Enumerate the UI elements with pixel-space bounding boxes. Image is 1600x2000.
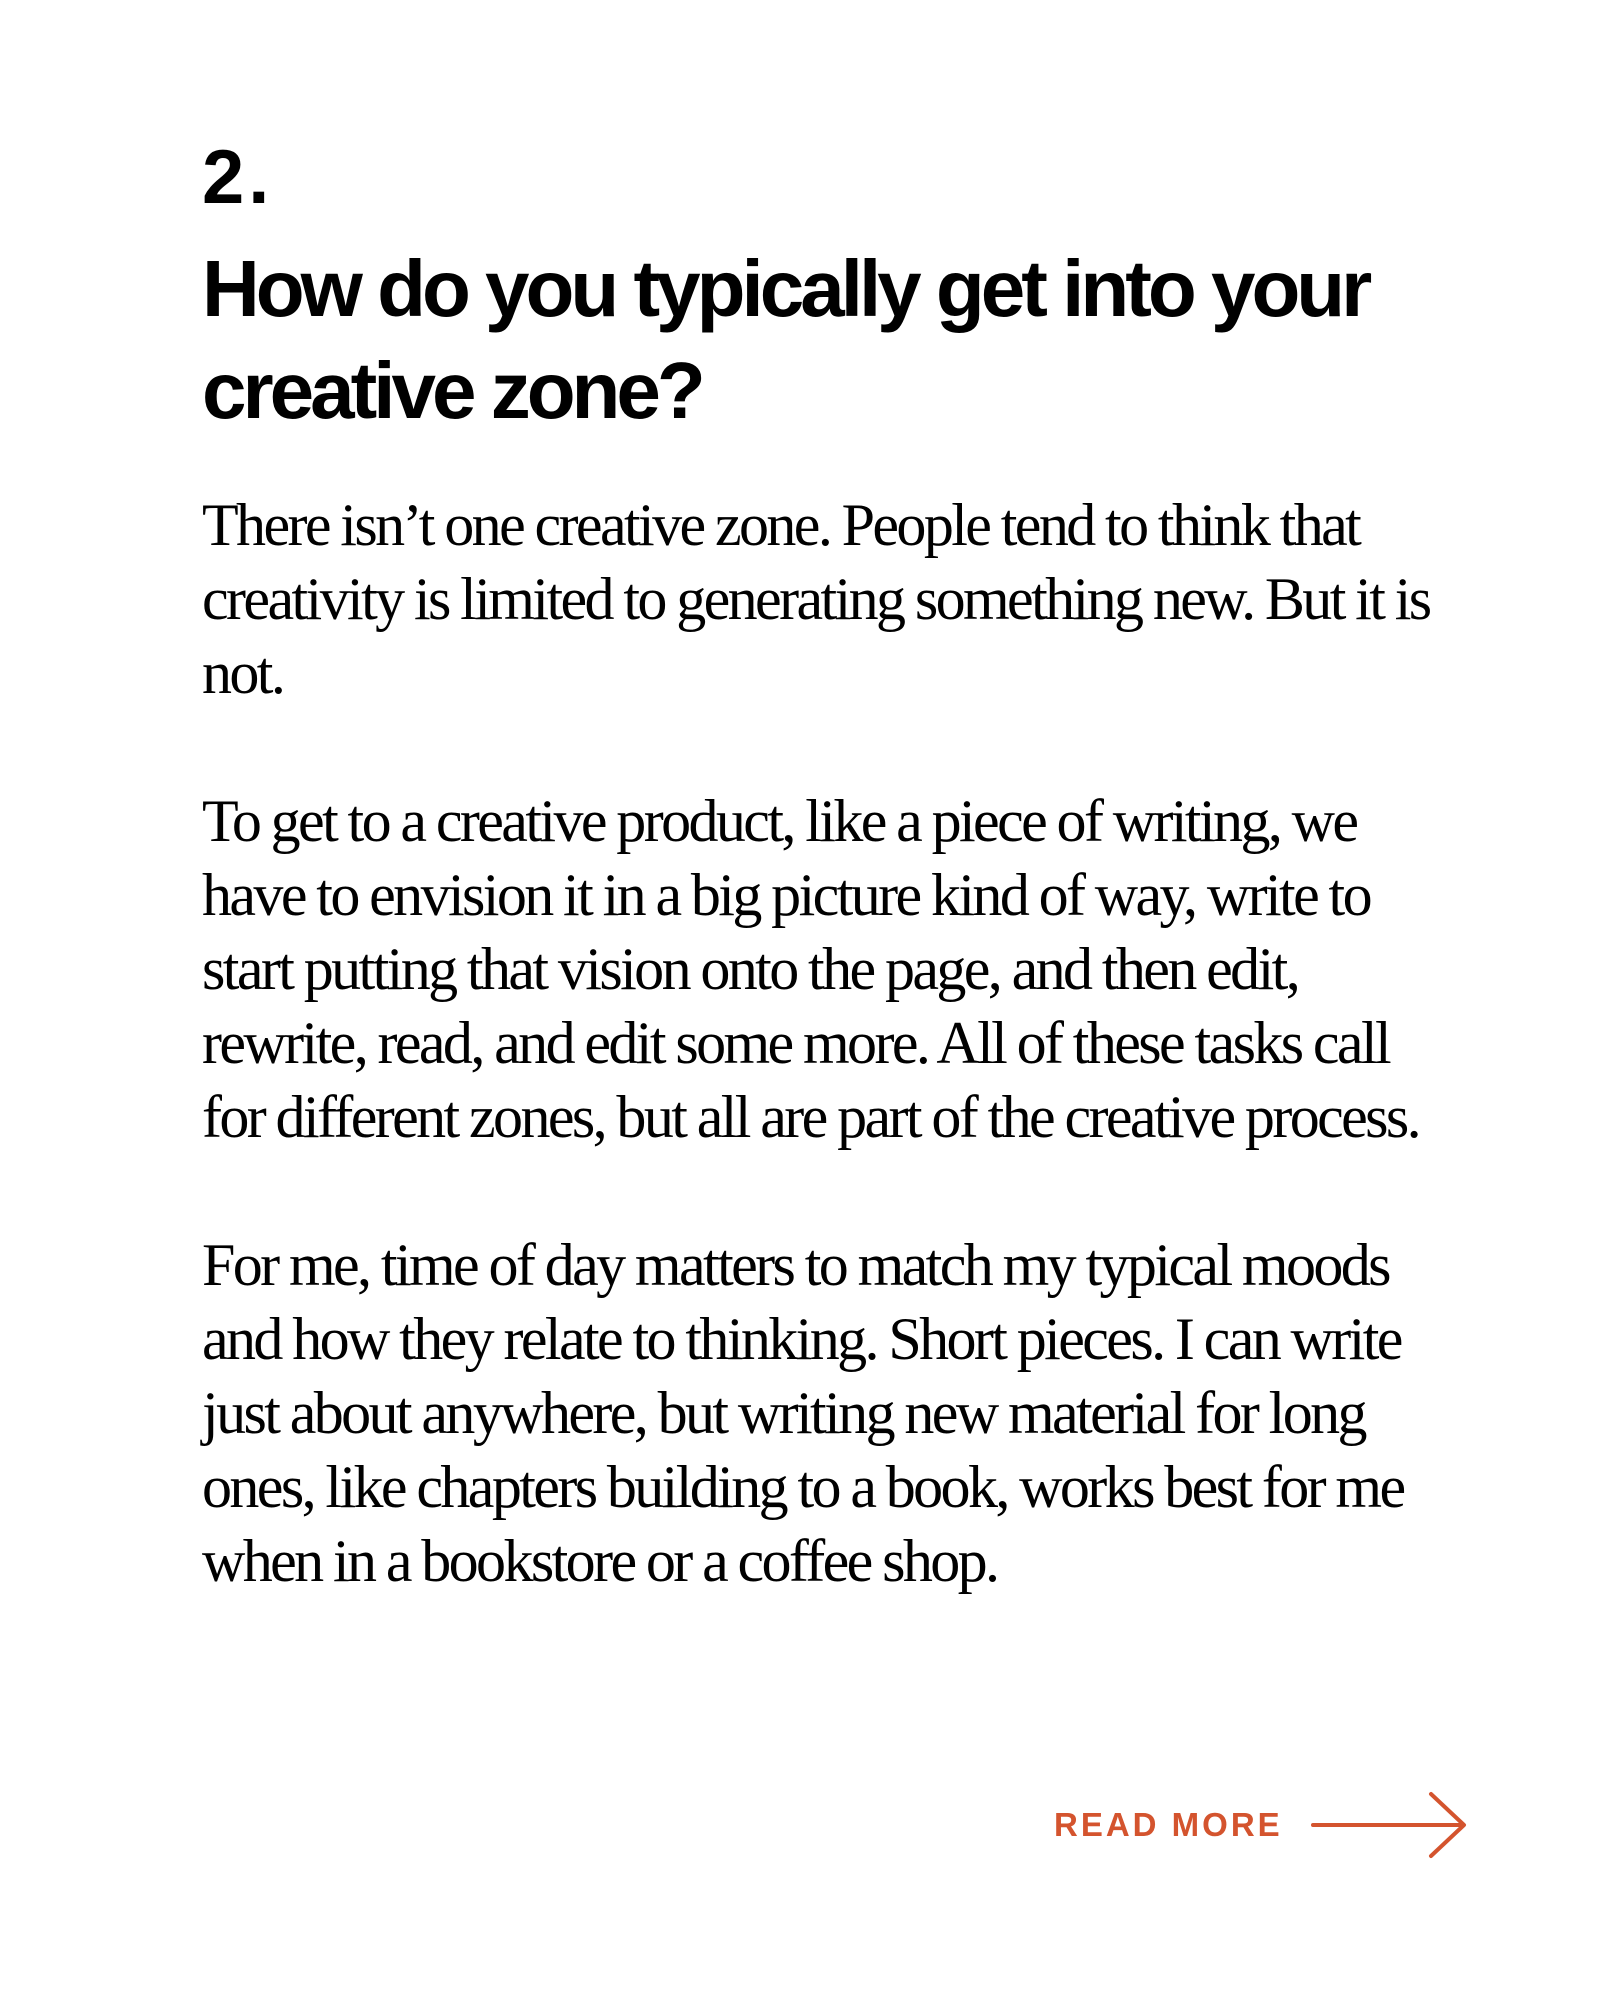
answer-paragraph-3: For me, time of day matters to match my typical moods and how they relate to thinking. Short pieces. I can write just about anywhere, but writing new material for long ones, like chapters building to a book, works best for me when in a bookstore or a coffee shop. [202, 1232, 1404, 1594]
answer-paragraph-1: There isn’t one creative zone. People tend to think that creativity is limited to generating something new. But it is not. [202, 492, 1430, 706]
question-number: 2. [202, 135, 274, 220]
arrow-right-icon [1311, 1790, 1471, 1860]
answer-paragraph-2: To get to a creative product, like a piece of writing, we have to envision it in a big picture kind of way, write to start putting that vision onto the page, and then edit, rewrite, read, and edit some more. All of these tasks call for different zones, but all are part of the creative process. [202, 788, 1420, 1150]
read-more-link[interactable] [1054, 1790, 1471, 1860]
read-more-label: READ MORE [1054, 1806, 1283, 1843]
answer-body [202, 488, 1432, 1598]
question-title: How do you typically get into your creative zone? [202, 244, 1369, 435]
